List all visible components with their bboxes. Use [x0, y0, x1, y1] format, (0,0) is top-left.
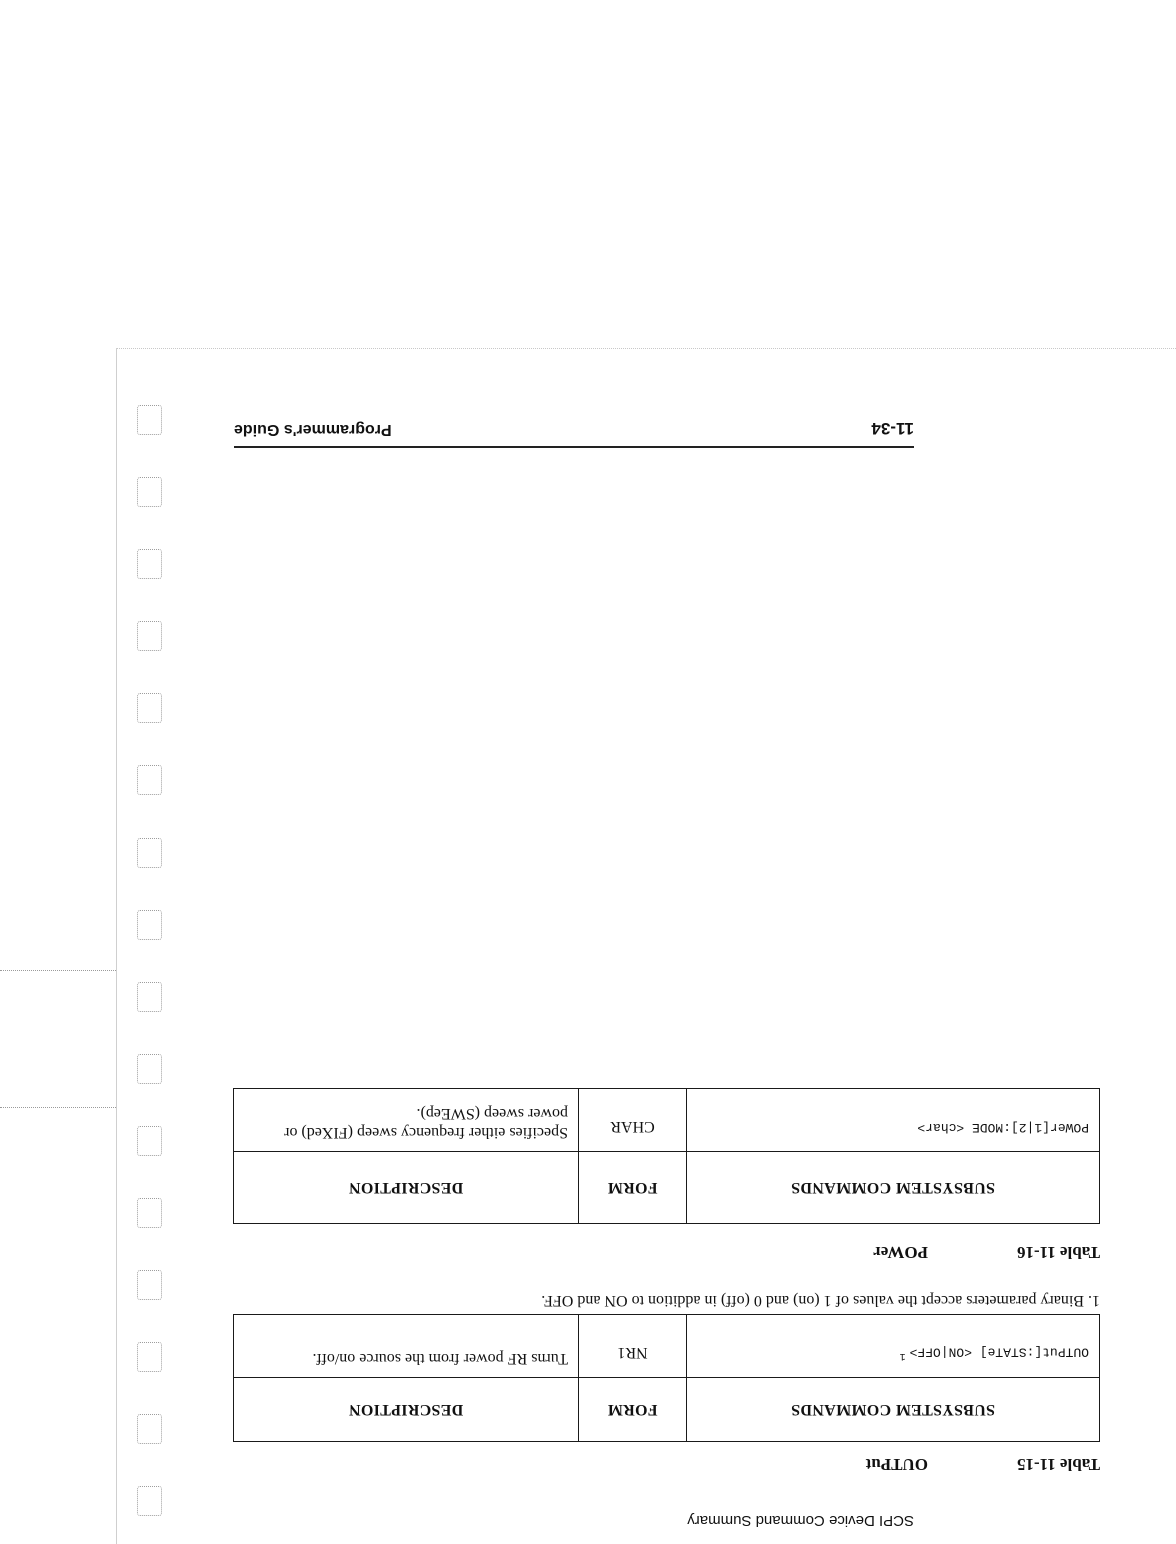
table-number: Table 11-16: [1017, 1243, 1100, 1262]
table-caption-power: [873, 1242, 1100, 1262]
guide-title: Programmer's Guide: [234, 421, 392, 438]
table-number: Table 11-15: [1017, 1455, 1100, 1474]
section-title: SCPI Device Command Summary: [687, 1512, 914, 1529]
table-row: [234, 1315, 1100, 1378]
table-row: [234, 1089, 1100, 1152]
power-command-table: [233, 1088, 1100, 1224]
table-name: POWer: [873, 1243, 928, 1262]
column-header: FORM: [579, 1152, 687, 1224]
form-cell: NR1: [579, 1315, 687, 1378]
footnote: 1. Binary parameters accept the values of 1 (on) and 0 (off) in addition to ON and OFF.: [541, 1292, 1100, 1309]
column-header: SUBSYSTEM COMMANDS: [687, 1378, 1100, 1442]
command-cell: [687, 1315, 1100, 1378]
table-header-row: [234, 1152, 1100, 1224]
output-command-table: [233, 1314, 1100, 1442]
column-header: FORM: [579, 1378, 687, 1442]
description-cell: Specifies either frequency sweep (FIXed) or power sweep (SWEep).: [234, 1089, 579, 1152]
footnote-marker: 1: [899, 1350, 906, 1361]
page-footer: [234, 414, 914, 448]
table-caption-output: [866, 1454, 1100, 1474]
table-name: OUTPut: [865, 1455, 928, 1474]
page-number: 11-34: [871, 419, 914, 438]
command-text: OUTPut[:STATe] <ON|OFF>: [909, 1344, 1089, 1360]
column-header: DESCRIPTION: [234, 1152, 579, 1224]
column-header: DESCRIPTION: [234, 1378, 579, 1442]
description-cell: Turns RF power from the source on/off.: [234, 1315, 579, 1378]
form-cell: CHAR: [579, 1089, 687, 1152]
table-header-row: [234, 1378, 1100, 1442]
command-cell: POWer[1|2]:MODE <char>: [687, 1089, 1100, 1152]
column-header: SUBSYSTEM COMMANDS: [687, 1152, 1100, 1224]
